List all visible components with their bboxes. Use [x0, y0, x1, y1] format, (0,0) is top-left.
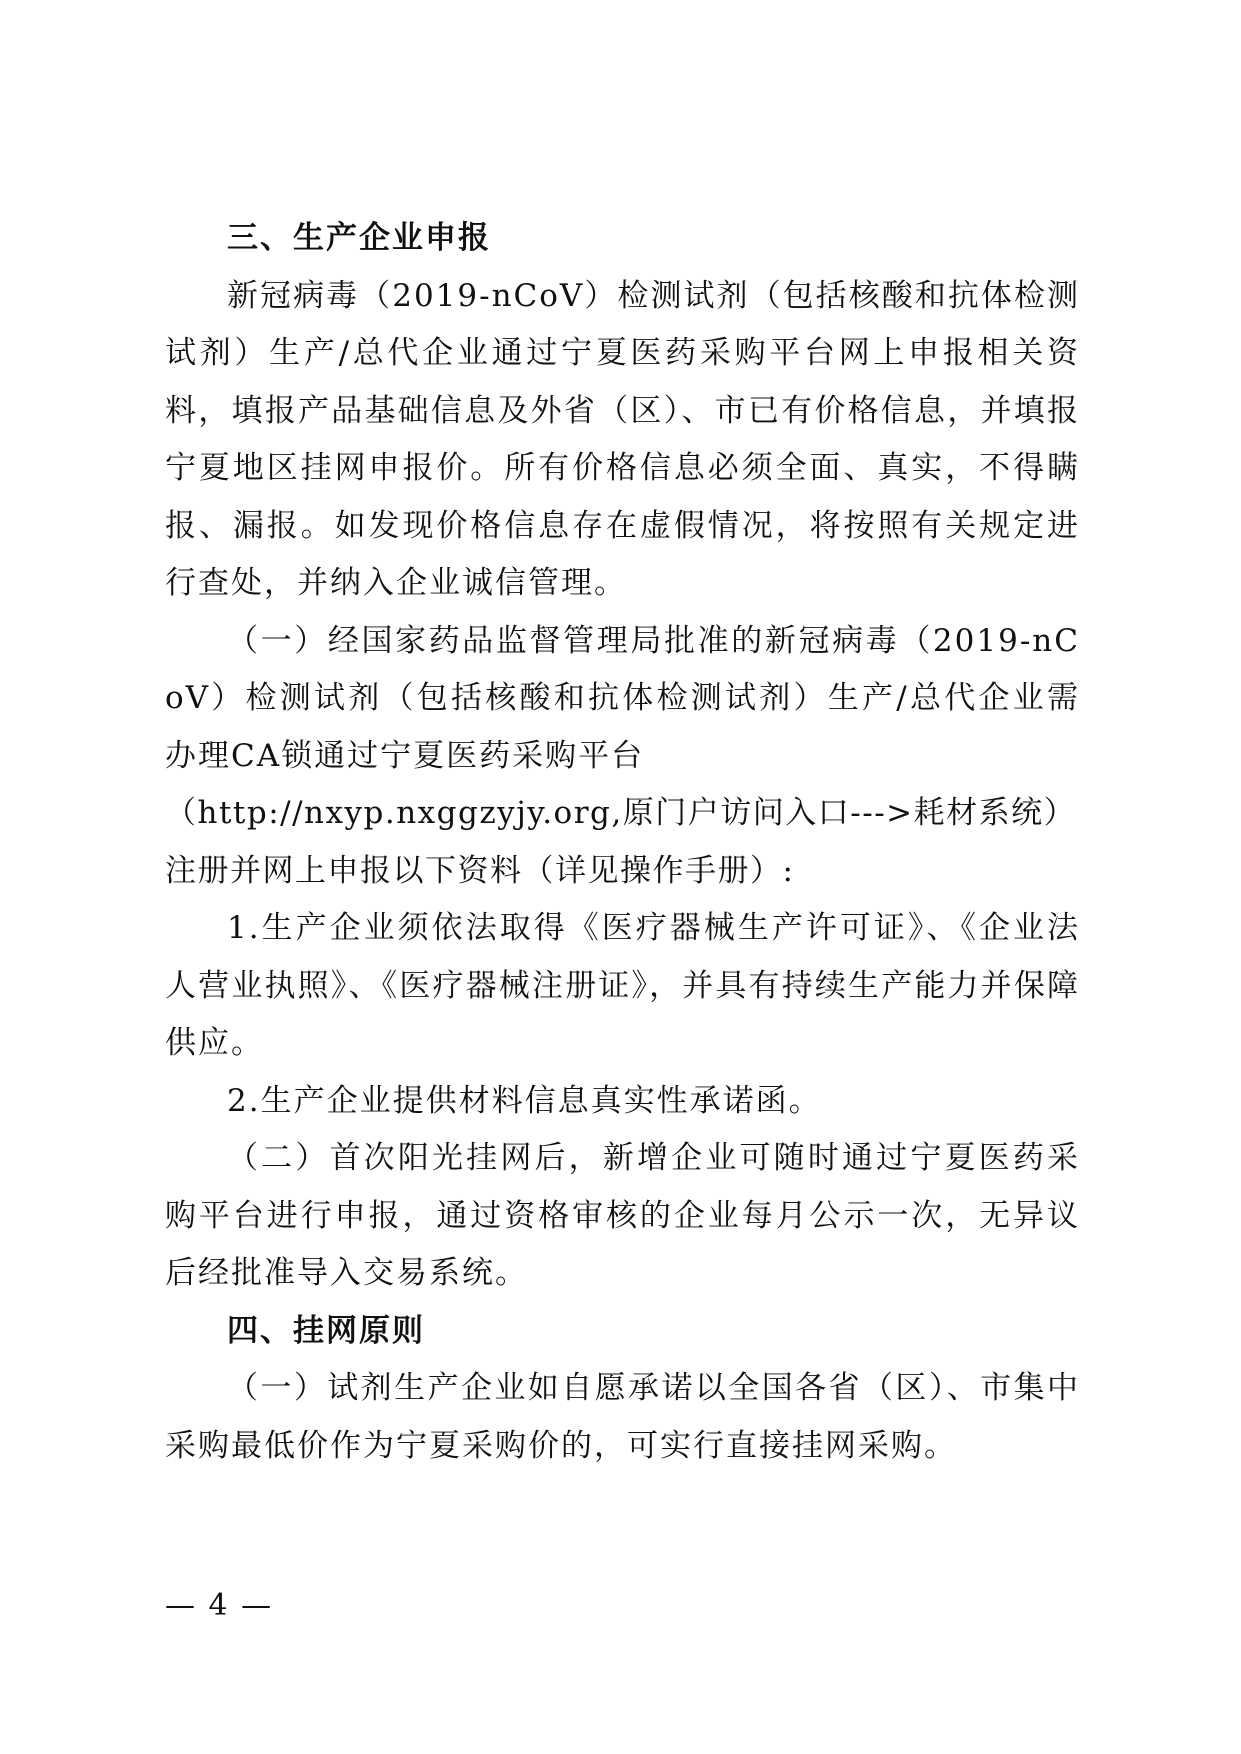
section-heading-3: 三、生产企业申报	[227, 220, 491, 256]
paragraph-listing-principle-1: （一）试剂生产企业如自愿承诺以全国各省（区）、市集中采购最低价作为宁夏采购价的，可实行直接挂网采购。	[165, 1370, 1080, 1464]
page-number: — 4 —	[165, 1588, 274, 1623]
document-body	[165, 210, 1080, 1475]
paragraph-item-1: （一）经国家药品监督管理局批准的新冠病毒（2019-nCoV）检测试剂（包括核酸和抗体检测试剂）生产/总代企业需办理CA锁通过宁夏医药采购平台	[165, 622, 1080, 774]
paragraph-requirement-2: 2.生产企业提供材料信息真实性承诺函。	[227, 1082, 822, 1119]
paragraph-item-2: （二）首次阳光挂网后，新增企业可随时通过宁夏医药采购平台进行申报，通过资格审核的企业每月公示一次，无异议后经批准导入交易系统。	[165, 1140, 1080, 1291]
paragraph-declaration-intro: 新冠病毒（2019-nCoV）检测试剂（包括核酸和抗体检测试剂）生产/总代企业通过宁夏医药采购平台网上申报相关资料，填报产品基础信息及外省（区）、市已有价格信息，并填报宁夏地区挂网申报价。所有价格信息必须全面、真实，不得瞒报、漏报。如发现价格信息存在虚假情况，将按照有关规定进行查处，并纳入企业诚信管理。	[165, 277, 1080, 601]
paragraph-continuation: 注册并网上申报以下资料（详见操作手册）:	[165, 852, 795, 889]
section-heading-4: 四、挂网原则	[227, 1312, 425, 1349]
paragraph-requirement-1: 1.生产企业须依法取得《医疗器械生产许可证》、《企业法人营业执照》、《医疗器械注册证》，并具有持续生产能力并保障供应。	[165, 910, 1080, 1061]
platform-url-text: （http://nxyp.nxggzyjy.org,原门户访问入口--->耗材系统）	[165, 795, 1077, 831]
